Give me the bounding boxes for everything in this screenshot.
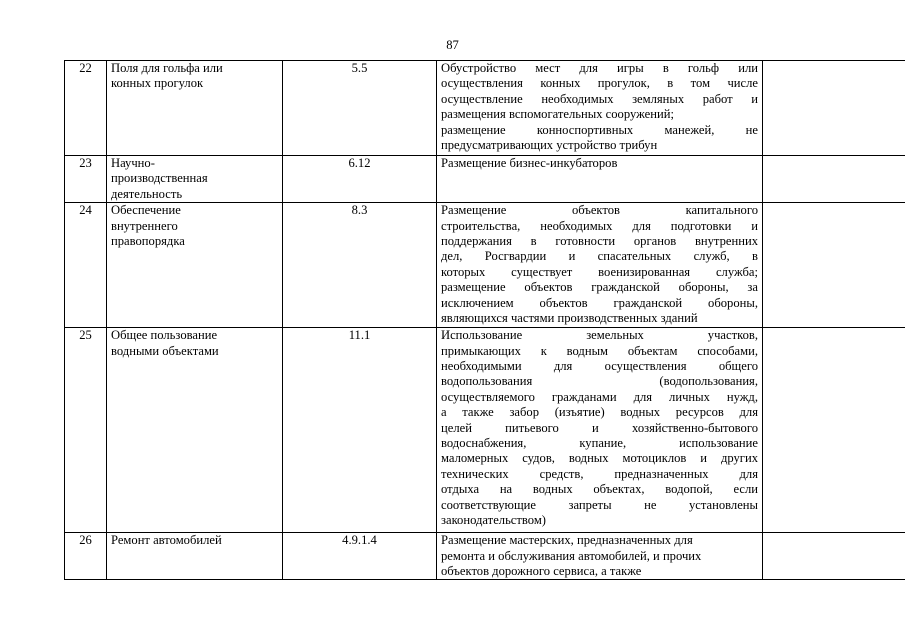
empty-cell [763, 203, 905, 328]
description [437, 203, 763, 328]
desc-line: Размещение бизнес-инкубаторов [441, 156, 618, 170]
classifier-code: 5.5 [283, 61, 437, 156]
row-number: 26 [65, 533, 107, 580]
desc-line: строительства, необходимых для подготовки и [441, 218, 758, 233]
name-line: Обеспечение [111, 203, 181, 218]
table-row [65, 533, 905, 580]
empty-cell [763, 61, 905, 156]
desc-line: являющихся частями производственных зданий [441, 311, 698, 326]
table-row [65, 156, 905, 203]
land-use-name [107, 328, 283, 533]
desc-line: дел, Росгвардии и спасательных служб, в [441, 249, 758, 264]
desc-line: законодательством) [441, 513, 546, 528]
desc-line: Использование земельных участков, [441, 328, 758, 343]
name-line: правопорядка [111, 234, 185, 249]
page-number: 87 [446, 38, 459, 52]
row-number: 25 [65, 328, 107, 533]
name-line: деятельность [111, 186, 183, 201]
name-line: Ремонт автомобилей [111, 533, 222, 548]
desc-line: водоснабжения, купание, использование [441, 436, 758, 451]
name-line: Научно- [111, 156, 155, 170]
row-number: 22 [65, 61, 107, 156]
desc-line: размещение конноспортивных манежей, не [441, 122, 758, 137]
land-use-name [107, 533, 283, 580]
name-line: Поля для гольфа или [111, 61, 223, 75]
empty-cell [763, 156, 905, 203]
classifier-code: 11.1 [283, 328, 437, 533]
desc-line: предусматривающих устройство трибун [441, 138, 658, 153]
desc-line: целей питьевого и хозяйственно-бытового [441, 420, 758, 435]
row-number: 24 [65, 203, 107, 328]
land-use-name [107, 156, 283, 203]
desc-line: осуществление необходимых земляных работ и [441, 91, 758, 106]
table-body [65, 61, 905, 580]
empty-cell [763, 328, 905, 533]
desc-line: которых существует военизированная служба; [441, 264, 758, 279]
desc-line: водопользования (водопользования, [441, 374, 758, 389]
description [437, 156, 763, 203]
desc-line: технических средств, предназначенных для [441, 466, 758, 481]
name-line: производственная [111, 171, 208, 186]
name-line: водными объектами [111, 343, 219, 358]
classifier-code: 4.9.1.4 [283, 533, 437, 580]
desc-line: необходимыми для осуществления общего [441, 359, 758, 374]
description [437, 533, 763, 580]
desc-line: исключением объектов гражданской обороны, [441, 295, 758, 310]
name-line: внутреннего [111, 218, 178, 233]
table-row [65, 203, 905, 328]
land-use-name [107, 61, 283, 156]
land-use-name [107, 203, 283, 328]
desc-line: ремонта и обслуживания автомобилей, и прочих [441, 548, 702, 563]
desc-line: Обустройство мест для игры в гольф или [441, 61, 758, 75]
desc-line: отдыха на водных объектах, водопой, если [441, 482, 758, 497]
desc-line: а также забор (изъятие) водных ресурсов для [441, 405, 758, 420]
desc-line: осуществления конных прогулок, в том числе [441, 76, 758, 91]
description [437, 61, 763, 156]
name-line: Общее пользование [111, 328, 218, 343]
desc-line: осуществляемого гражданами для личных нужд, [441, 389, 758, 404]
desc-line: Размещение мастерских, предназначенных для [441, 533, 693, 548]
desc-line: размещения вспомогательных сооружений; [441, 107, 674, 122]
table-row [65, 61, 905, 156]
row-number: 23 [65, 156, 107, 203]
table-row [65, 328, 905, 533]
desc-line: Размещение объектов капитального [441, 203, 758, 218]
desc-line: примыкающих к водным объектам способами, [441, 343, 758, 358]
desc-line: размещение объектов гражданской обороны, за [441, 280, 758, 295]
desc-line: маломерных судов, водных мотоциклов и других [441, 451, 758, 466]
classifier-code: 6.12 [283, 156, 437, 203]
desc-line: поддержания в готовности органов внутренних [441, 234, 758, 249]
desc-line: объектов дорожного сервиса, а также [441, 564, 642, 579]
description [437, 328, 763, 533]
name-line: конных прогулок [111, 76, 204, 91]
empty-cell [763, 533, 905, 580]
classifier-code: 8.3 [283, 203, 437, 328]
land-use-table [64, 60, 905, 580]
desc-line: соответствующие запреты не установлены [441, 497, 758, 512]
